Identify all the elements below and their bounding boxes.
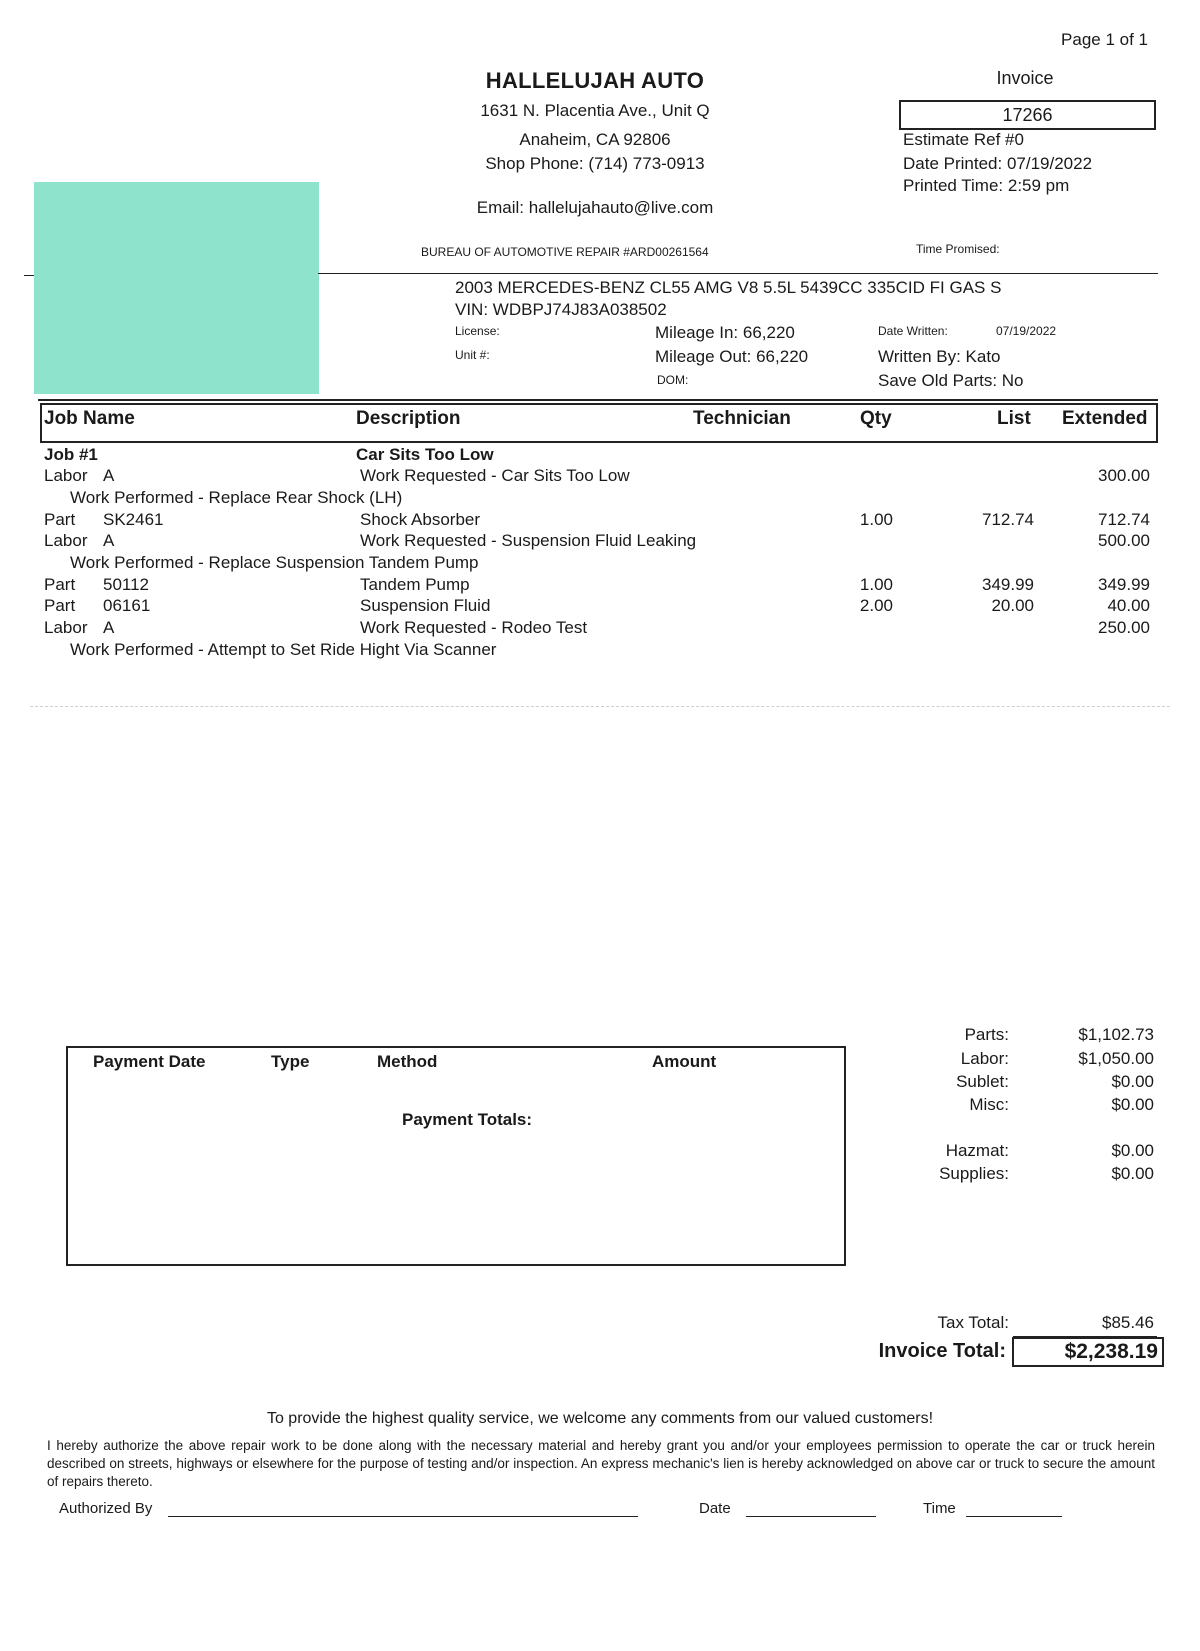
parts-total: $1,102.73 (1078, 1025, 1154, 1044)
row-qty: 1.00 (859, 510, 893, 529)
date-written-label: Date Written: (878, 324, 948, 338)
row-extended: 40.00 (1107, 596, 1150, 615)
invoice-number: 17266 (899, 100, 1156, 130)
col-description: Description (356, 408, 461, 429)
vehicle-vin: VIN: WDBPJ74J83A038502 (455, 300, 667, 319)
time-promised: Time Promised: (916, 242, 1000, 256)
payment-amount-header: Amount (652, 1052, 717, 1071)
shop-email: Email: hallelujahauto@live.com (476, 198, 714, 217)
mileage-out: Mileage Out: 66,220 (655, 347, 809, 366)
license-label: License: (455, 324, 500, 338)
bar-registration: BUREAU OF AUTOMOTIVE REPAIR #ARD00261564 (421, 245, 709, 259)
row-description: Work Requested - Car Sits Too Low (360, 466, 630, 485)
shop-address-line2: Anaheim, CA 92806 (519, 130, 671, 149)
date-signature-line[interactable] (746, 1516, 876, 1517)
payment-method-header: Method (377, 1052, 438, 1071)
time-signature-line[interactable] (966, 1516, 1062, 1517)
printed-time: Printed Time: 2:59 pm (903, 176, 1070, 195)
row-type: Part (44, 596, 76, 615)
shop-phone: Shop Phone: (714) 773-0913 (485, 154, 705, 173)
misc-total: $0.00 (1111, 1095, 1154, 1114)
row-description: Work Requested - Rodeo Test (360, 618, 588, 637)
misc-total-label: Misc: (969, 1095, 1009, 1114)
row-extended: 349.99 (1098, 575, 1150, 594)
sublet-total-label: Sublet: (956, 1072, 1009, 1091)
row-description: Shock Absorber (360, 510, 481, 529)
job-name: Car Sits Too Low (356, 445, 494, 464)
invoice-label: Invoice (996, 68, 1054, 88)
dom-label: DOM: (657, 373, 689, 387)
row-code: SK2461 (103, 510, 164, 529)
shop-address-line1: 1631 N. Placentia Ave., Unit Q (480, 101, 710, 120)
column-header-bar (40, 403, 1158, 443)
invoice-total: $2,238.19 (1012, 1337, 1164, 1367)
divider (30, 706, 1170, 707)
row-type: Labor (44, 618, 88, 637)
row-extended: 500.00 (1098, 531, 1150, 550)
job-title: Job #1 (44, 445, 98, 464)
save-old-parts: Save Old Parts: No (878, 371, 1024, 390)
labor-total-label: Labor: (960, 1049, 1009, 1068)
row-code: 06161 (103, 596, 151, 615)
payment-totals: Payment Totals: (402, 1110, 533, 1129)
payment-type-header: Type (271, 1052, 310, 1071)
unit-label: Unit #: (455, 348, 490, 362)
row-qty: 2.00 (859, 596, 893, 615)
work-performed-note: Work Performed - Replace Suspension Tandem Pump (70, 553, 479, 572)
col-extended: Extended (1062, 408, 1148, 429)
row-extended: 250.00 (1098, 618, 1150, 637)
date-signature-label: Date (699, 1500, 731, 1517)
row-type: Part (44, 575, 76, 594)
vehicle-description: 2003 MERCEDES-BENZ CL55 AMG V8 5.5L 5439CC 335CID FI GAS S (455, 278, 1002, 297)
work-performed-note: Work Performed - Replace Rear Shock (LH) (70, 488, 403, 507)
work-performed-note: Work Performed - Attempt to Set Ride Hight Via Scanner (70, 640, 497, 659)
tax-total: $85.46 (1102, 1313, 1154, 1332)
row-code: A (103, 531, 115, 550)
divider (318, 273, 1158, 274)
row-extended: 712.74 (1098, 510, 1150, 529)
col-technician: Technician (693, 408, 791, 429)
tax-total-label: Tax Total: (937, 1313, 1009, 1332)
page-indicator: Page 1 of 1 (1061, 30, 1148, 49)
row-code: A (103, 466, 115, 485)
sublet-total: $0.00 (1111, 1072, 1154, 1091)
estimate-ref: Estimate Ref #0 (903, 130, 1024, 149)
row-code: A (103, 618, 115, 637)
time-signature-label: Time (923, 1500, 956, 1517)
row-type: Labor (44, 531, 88, 550)
supplies-total: $0.00 (1111, 1164, 1154, 1183)
row-description: Suspension Fluid (360, 596, 491, 615)
authorized-by-label: Authorized By (59, 1500, 153, 1517)
row-list: 712.74 (982, 510, 1034, 529)
col-job-name: Job Name (44, 408, 135, 429)
col-list: List (997, 408, 1031, 429)
invoice-total-label: Invoice Total: (878, 1340, 1006, 1362)
labor-total: $1,050.00 (1078, 1049, 1154, 1068)
supplies-total-label: Supplies: (939, 1164, 1009, 1183)
authorization-text: I hereby authorize the above repair work to be done along with the necessary material and hereby grant you and/or your employees permission to operate the car or truck herein described on streets, highways or elsewhere for the purpose of testing and/or inspection. An express mechanic's lien is hereby acknowledged on above car or truck to secure the amount of repairs thereto. (47, 1438, 1155, 1489)
row-list: 349.99 (982, 575, 1034, 594)
payment-date-header: Payment Date (93, 1052, 206, 1071)
written-by: Written By: Kato (878, 347, 1001, 366)
divider (38, 399, 1158, 401)
payment-box (66, 1046, 846, 1266)
mileage-in: Mileage In: 66,220 (655, 323, 795, 342)
divider (24, 275, 34, 276)
row-list: 20.00 (991, 596, 1034, 615)
hazmat-total-label: Hazmat: (945, 1141, 1009, 1160)
parts-total-label: Parts: (964, 1025, 1009, 1044)
date-written: 07/19/2022 (996, 324, 1057, 338)
authorized-by-signature-line[interactable] (168, 1516, 638, 1517)
row-description: Work Requested - Suspension Fluid Leaking (360, 531, 697, 550)
row-code: 50112 (103, 575, 150, 594)
hazmat-total: $0.00 (1111, 1141, 1154, 1160)
row-type: Labor (44, 466, 88, 485)
col-qty: Qty (860, 408, 892, 429)
date-printed: Date Printed: 07/19/2022 (903, 154, 1093, 173)
comments-note: To provide the highest quality service, we welcome any comments from our valued customers! (266, 1410, 934, 1427)
row-type: Part (44, 510, 76, 529)
row-qty: 1.00 (859, 575, 893, 594)
row-description: Tandem Pump (360, 575, 470, 594)
shop-name: HALLELUJAH AUTO (485, 68, 705, 93)
redacted-customer-info (34, 182, 319, 394)
row-extended: 300.00 (1098, 466, 1150, 485)
